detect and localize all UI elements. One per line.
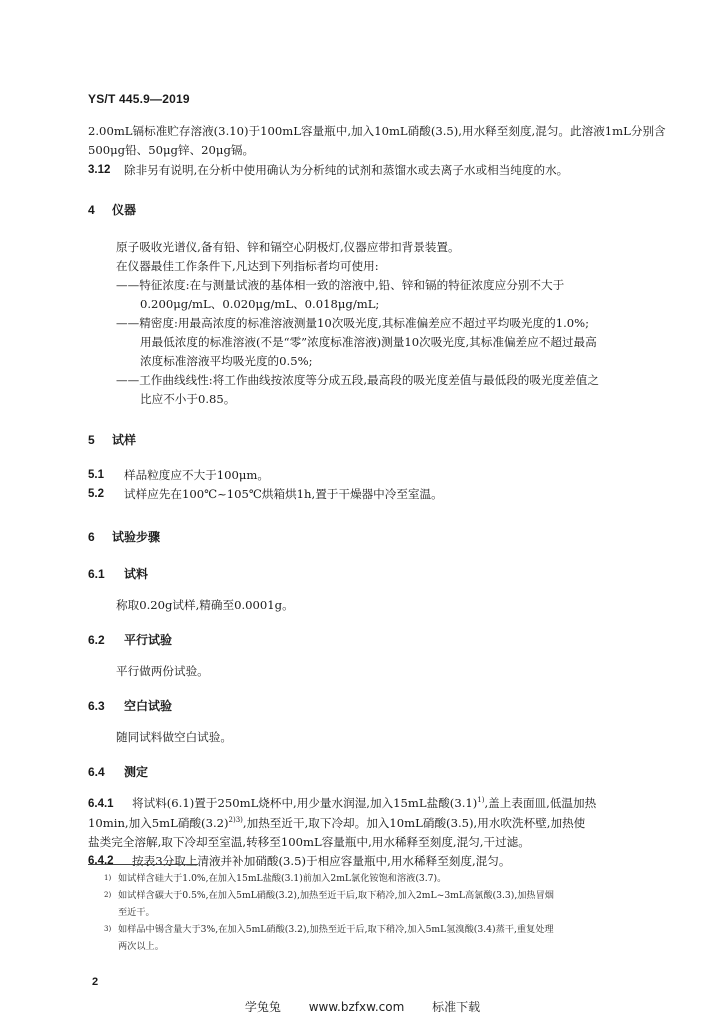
section-number: 5	[88, 433, 95, 447]
section-title: 仪器	[112, 203, 137, 217]
blank-test-paragraph: 随同试料做空白试验。	[116, 730, 232, 744]
clause-5-2	[88, 485, 668, 504]
section-4-heading	[88, 201, 668, 220]
clause-5-1	[88, 466, 668, 485]
subsection-number: 6.3	[88, 699, 105, 713]
spec-line: 用最低浓度的标准溶液(不是“零”浓度标准溶液)测量10次吸光度,其标准偏差应不超过最高	[140, 335, 597, 349]
main-content	[88, 122, 668, 871]
clause-6-4-1	[88, 794, 668, 852]
spec-line: ——精密度:用最高浓度的标准溶液测量10次吸光度,其标准偏差应不超过平均吸光度的1.0%;	[116, 316, 590, 330]
clause-number: 6.4.2	[88, 855, 114, 867]
section-5-heading	[88, 431, 668, 450]
footnote-mark: 1)	[104, 874, 112, 882]
subsection-number: 6.2	[88, 633, 105, 647]
subsection-6-4-heading	[88, 763, 668, 782]
section-6-heading	[88, 528, 668, 547]
section-title: 试验步骤	[112, 530, 161, 544]
continuation-paragraph: 2.00mL镉标准贮存溶液(3.10)于100mL容量瓶中,加入10mL硝酸(3.5),用水释至刻度,混匀。此溶液1mL分别含500μg铅、50μg锌、20μg镉。	[88, 124, 666, 157]
clause-text: 盐类完全溶解,取下冷却至室温,转移至100mL容量瓶中,用水稀释至刻度,混匀,干过滤。	[88, 835, 530, 849]
subsection-title: 平行试验	[124, 633, 173, 647]
footnote-text: 两次以上。	[118, 941, 164, 952]
parallel-test-paragraph: 平行做两份试验。	[116, 664, 209, 678]
spec-line: 浓度标准溶液平均吸光度的0.5%;	[140, 354, 313, 368]
spec-characteristic-concentration	[88, 276, 668, 314]
spec-line: 比应不小于0.85。	[140, 392, 236, 406]
clause-text: ,盖上表面皿,低温加热	[484, 796, 597, 810]
footnote-3	[104, 921, 664, 955]
spec-precision	[88, 314, 668, 371]
clause-text: 将试料(6.1)置于250mL烧杯中,用少量水润湿,加入15mL盐酸(3.1)	[132, 796, 478, 810]
watermark-site-name: 学兔兔	[244, 1000, 281, 1014]
instrument-paragraph-1: 原子吸收光谱仪,备有铅、锌和镉空心阴极灯,仪器应带扣背景装置。	[116, 240, 460, 254]
clause-number: 5.1	[88, 469, 104, 481]
clause-text: 试样应先在100℃~105℃烘箱烘1h,置于干燥器中冷至室温。	[124, 487, 443, 501]
subsection-number: 6.1	[88, 567, 105, 581]
subsection-title: 试料	[124, 567, 149, 581]
instrument-paragraph-2: 在仪器最佳工作条件下,凡达到下列指标者均可使用:	[116, 259, 379, 273]
page-number: 2	[92, 976, 99, 988]
watermark	[0, 998, 725, 1015]
footnote-ref: 1)	[477, 796, 485, 805]
subsection-title: 空白试验	[124, 699, 173, 713]
footnotes	[104, 870, 664, 955]
clause-text: ,加热至近干,取下冷却。加入10mL硝酸(3.5),用水吹洗杯壁,加热使	[242, 816, 586, 830]
section-number: 4	[88, 203, 95, 217]
footnote-2	[104, 887, 664, 921]
clause-3-12	[88, 161, 668, 180]
watermark-url: www.bzfxw.com	[308, 1000, 405, 1014]
footnote-text: 如样品中锡含量大于3%,在加入5mL硝酸(3.2),加热至近干后,取下稍冷,加入5mL氢溴酸(3.4)蒸干,重复处理	[118, 924, 554, 935]
clause-text: 样品粒度应不大于100μm。	[124, 468, 270, 482]
footnote-divider	[88, 864, 198, 865]
spec-line: ——工作曲线线性:将工作曲线按浓度等分成五段,最高段的吸光度差值与最低段的吸光度差值之	[116, 373, 599, 387]
footnote-text: 至近干。	[118, 907, 155, 918]
section-number: 6	[88, 530, 95, 544]
clause-text: 10min,加入5mL硝酸(3.2)	[88, 816, 229, 830]
footnote-mark: 2)	[104, 891, 112, 899]
standard-code: YS/T 445.9—2019	[88, 92, 190, 106]
clause-text: 除非另有说明,在分析中使用确认为分析纯的试剂和蒸馏水或去离子水或相当纯度的水。	[124, 163, 569, 177]
spec-line: ——特征浓度:在与测量试液的基体相一致的溶液中,铅、锌和镉的特征浓度应分别不大于	[116, 278, 565, 292]
clause-6-4-2	[88, 852, 668, 871]
watermark-slogan: 标准下载	[432, 1000, 481, 1014]
section-title: 试样	[112, 433, 137, 447]
footnote-mark: 3)	[104, 925, 112, 933]
sample-paragraph: 称取0.20g试样,精确至0.0001g。	[116, 598, 294, 612]
subsection-number: 6.4	[88, 765, 105, 779]
clause-text: 按表3分取上清液并补加硝酸(3.5)于相应容量瓶中,用水稀释至刻度,混匀。	[132, 854, 511, 868]
clause-number: 5.2	[88, 488, 104, 500]
subsection-6-3-heading	[88, 697, 668, 716]
subsection-6-2-heading	[88, 631, 668, 650]
footnote-text: 如试样含硅大于1.0%,在加入15mL盐酸(3.1)前加入2mL氯化铵饱和溶液(3.7)。	[118, 873, 447, 884]
clause-number: 3.12	[88, 164, 111, 176]
spec-linearity	[88, 371, 668, 409]
subsection-title: 测定	[124, 765, 149, 779]
footnote-text: 如试样含碳大于0.5%,在加入5mL硝酸(3.2),加热至近干后,取下稍冷,加入2mL~3mL高氯酸(3.3),加热冒烟	[118, 890, 554, 901]
subsection-6-1-heading	[88, 565, 668, 584]
footnote-ref: 2)3)	[228, 816, 243, 825]
footnote-1	[104, 870, 664, 887]
clause-number: 6.4.1	[88, 798, 114, 810]
spec-line: 0.200μg/mL、0.020μg/mL、0.018μg/mL;	[140, 297, 380, 311]
